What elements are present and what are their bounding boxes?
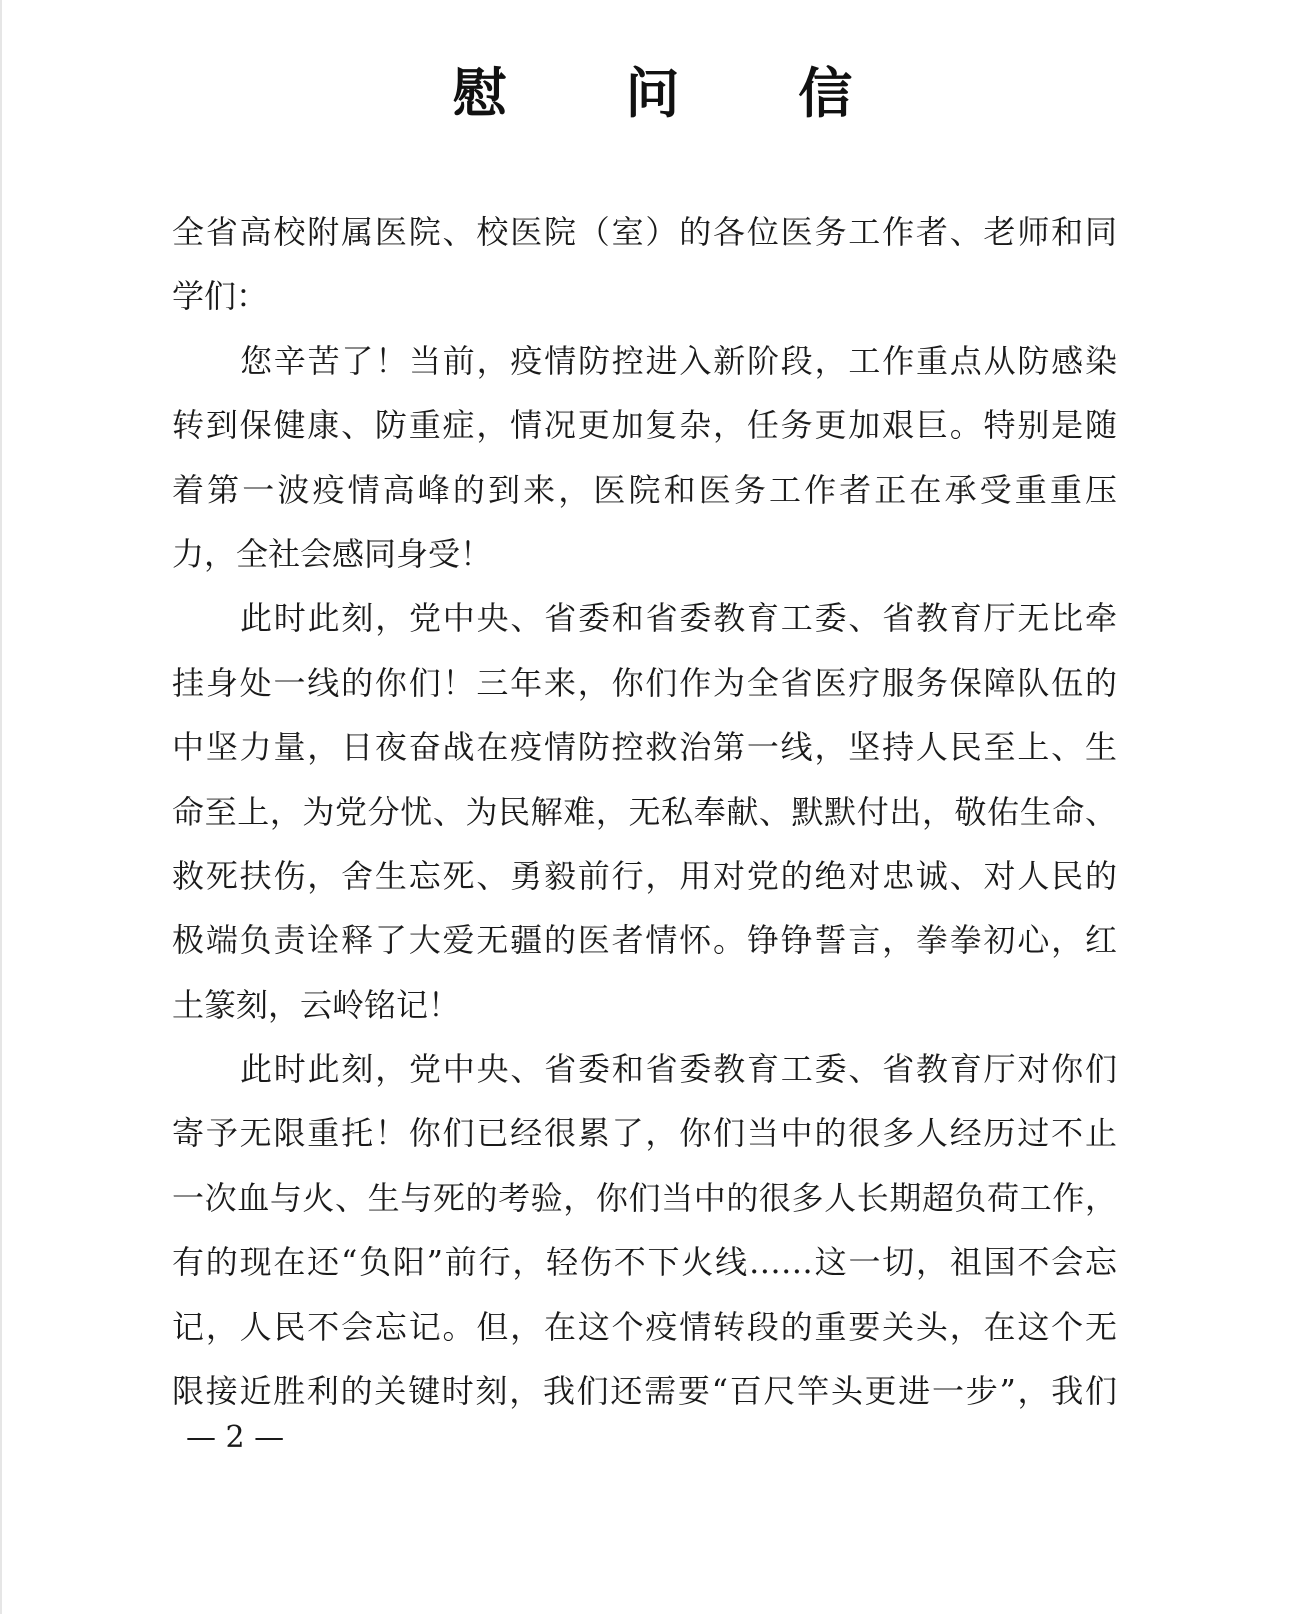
paragraph-3-line-6: 限接近胜利的关键时刻，我们还需要“百尺竿头更进一步”，我们 [172, 1372, 1117, 1411]
paragraph-1-line-1: 您辛苦了！当前，疫情防控进入新阶段，工作重点从防感染 [240, 341, 1117, 380]
paragraph-3-line-1: 此时此刻，党中央、省委和省委教育工委、省教育厅对你们 [240, 1050, 1117, 1089]
paragraph-3-line-4: 有的现在还“负阳”前行，轻伤不下火线……这一切，祖国不会忘 [172, 1243, 1117, 1282]
paragraph-3-line-5: 记，人民不会忘记。但，在这个疫情转段的重要关头，在这个无 [172, 1307, 1117, 1346]
paragraph-2-line-1: 此时此刻，党中央、省委和省委教育工委、省教育厅无比牵 [240, 599, 1117, 638]
paragraph-2-line-2: 挂身处一线的你们！三年来，你们作为全省医疗服务保障队伍的 [172, 663, 1117, 702]
letter-title: 慰 问 信 [452, 61, 903, 125]
letter-body [172, 200, 1117, 1423]
paragraph-2-line-4: 命至上，为党分忧、为民解难，无私奉献、默默付出，敬佑生命、 [172, 792, 1117, 831]
paragraph-3-line-3: 一次血与火、生与死的考验，你们当中的很多人长期超负荷工作， [172, 1178, 1117, 1217]
salutation-line-2: 学们： [172, 277, 269, 316]
page-number: — 2 — [186, 1420, 285, 1455]
page-edge [0, 0, 2, 1614]
salutation-line-1: 全省高校附属医院、校医院（室）的各位医务工作者、老师和同 [172, 213, 1117, 251]
paragraph-1-line-2: 转到保健康、防重症，情况更加复杂，任务更加艰巨。特别是随 [172, 406, 1117, 445]
paragraph-2-line-3: 中坚力量，日夜奋战在疫情防控救治第一线，坚持人民至上、生 [172, 728, 1117, 767]
paragraph-2-line-6: 极端负责诠释了大爱无疆的医者情怀。铮铮誓言，拳拳初心，红 [172, 921, 1117, 960]
paragraph-2-line-7: 土篆刻，云岭铭记！ [172, 985, 461, 1024]
paragraph-2-line-5: 救死扶伤，舍生忘死、勇毅前行，用对党的绝对忠诚、对人民的 [172, 856, 1117, 895]
paragraph-1-line-3: 着第一波疫情高峰的到来，医院和医务工作者正在承受重重压 [172, 470, 1117, 509]
paragraph-1-line-4: 力，全社会感同身受！ [172, 534, 493, 573]
paragraph-3-line-2: 寄予无限重托！你们已经很累了，你们当中的很多人经历过不止 [172, 1114, 1117, 1153]
